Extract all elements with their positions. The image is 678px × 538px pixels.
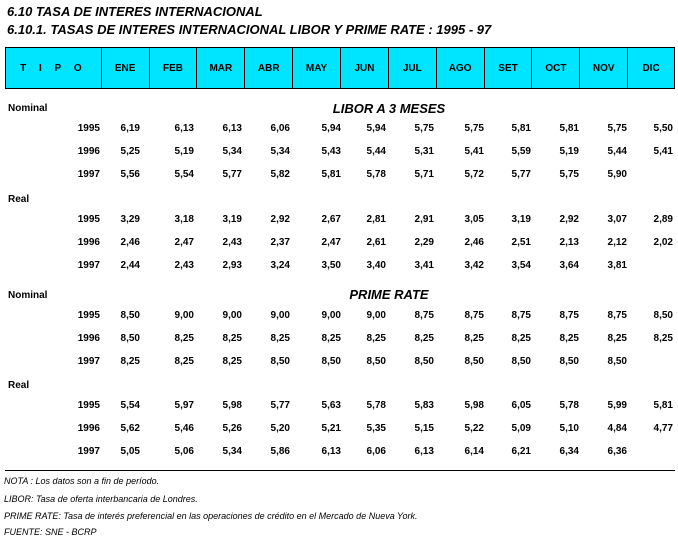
value-cell: 8,25	[464, 333, 484, 344]
row-year: 1996	[77, 333, 100, 344]
value-cell: 6,06	[270, 123, 290, 134]
value-cell: 9,00	[174, 310, 194, 321]
header-month: MAY	[293, 48, 341, 88]
value-cell: 4,77	[653, 423, 673, 434]
header-month: AGO	[437, 48, 485, 88]
value-cell: 9,00	[222, 310, 242, 321]
table-row	[0, 237, 678, 251]
value-cell: 5,86	[270, 446, 290, 457]
group-label: Nominal	[8, 290, 48, 301]
value-cell: 5,81	[511, 123, 531, 134]
value-cell: 5,54	[174, 169, 194, 180]
value-cell: 2,61	[366, 237, 386, 248]
value-cell: 8,50	[607, 356, 627, 367]
value-cell: 5,94	[366, 123, 386, 134]
group-label: Real	[8, 380, 30, 391]
value-cell: 3,42	[464, 260, 484, 271]
value-cell: 8,50	[511, 356, 531, 367]
row-year: 1997	[77, 446, 100, 457]
value-cell: 5,77	[222, 169, 242, 180]
value-cell: 5,81	[653, 400, 673, 411]
note-nota: NOTA : Los datos son a fin de período.	[4, 476, 160, 486]
value-cell: 8,50	[120, 310, 140, 321]
value-cell: 5,75	[464, 123, 484, 134]
value-cell: 2,47	[174, 237, 194, 248]
value-cell: 5,10	[559, 423, 579, 434]
table-row	[0, 310, 678, 324]
value-cell: 3,40	[366, 260, 386, 271]
value-cell: 2,37	[270, 237, 290, 248]
note-libor: LIBOR: Tasa de oferta interbancaria de Londres.	[4, 494, 198, 504]
table-title: 6.10 TASA DE INTERES INTERNACIONAL	[7, 4, 263, 19]
value-cell: 2,13	[559, 237, 579, 248]
value-cell: 5,31	[414, 146, 434, 157]
row-year: 1996	[77, 237, 100, 248]
table-row	[0, 214, 678, 228]
header-month: SET	[485, 48, 533, 88]
value-cell: 3,41	[414, 260, 434, 271]
value-cell: 8,25	[559, 333, 579, 344]
value-cell: 5,20	[270, 423, 290, 434]
value-cell: 2,67	[321, 214, 341, 225]
header-month: ENE	[102, 48, 150, 88]
table-row	[0, 169, 678, 183]
value-cell: 2,81	[366, 214, 386, 225]
value-cell: 5,26	[222, 423, 242, 434]
value-cell: 8,50	[120, 333, 140, 344]
value-cell: 8,25	[321, 333, 341, 344]
table-row	[0, 400, 678, 414]
value-cell: 5,41	[653, 146, 673, 157]
value-cell: 8,25	[270, 333, 290, 344]
value-cell: 3,54	[511, 260, 531, 271]
value-cell: 5,34	[222, 446, 242, 457]
row-year: 1997	[77, 260, 100, 271]
header-month: JUL	[389, 48, 437, 88]
note-fuente: FUENTE: SNE - BCRP	[4, 527, 97, 537]
value-cell: 5,41	[464, 146, 484, 157]
value-cell: 6,13	[321, 446, 341, 457]
value-cell: 8,75	[607, 310, 627, 321]
value-cell: 6,13	[174, 123, 194, 134]
value-cell: 2,91	[414, 214, 434, 225]
header-tipo: T I P O	[6, 48, 102, 88]
value-cell: 3,64	[559, 260, 579, 271]
value-cell: 5,44	[366, 146, 386, 157]
value-cell: 2,29	[414, 237, 434, 248]
value-cell: 6,34	[559, 446, 579, 457]
table-row	[0, 333, 678, 347]
value-cell: 5,54	[120, 400, 140, 411]
value-cell: 3,29	[120, 214, 140, 225]
value-cell: 9,00	[270, 310, 290, 321]
value-cell: 8,50	[653, 310, 673, 321]
value-cell: 8,25	[222, 356, 242, 367]
value-cell: 5,21	[321, 423, 341, 434]
value-cell: 8,25	[174, 333, 194, 344]
header-month: ABR	[245, 48, 293, 88]
value-cell: 8,75	[511, 310, 531, 321]
value-cell: 5,81	[321, 169, 341, 180]
value-cell: 6,06	[366, 446, 386, 457]
table-row	[0, 260, 678, 274]
value-cell: 8,50	[414, 356, 434, 367]
value-cell: 2,92	[270, 214, 290, 225]
value-cell: 5,34	[270, 146, 290, 157]
value-cell: 2,89	[653, 214, 673, 225]
table-row	[0, 356, 678, 370]
value-cell: 5,77	[511, 169, 531, 180]
value-cell: 5,75	[559, 169, 579, 180]
value-cell: 5,82	[270, 169, 290, 180]
column-header-row	[5, 47, 675, 89]
value-cell: 5,90	[607, 169, 627, 180]
value-cell: 5,06	[174, 446, 194, 457]
value-cell: 5,78	[366, 169, 386, 180]
value-cell: 5,25	[120, 146, 140, 157]
value-cell: 4,84	[607, 423, 627, 434]
value-cell: 5,22	[464, 423, 484, 434]
value-cell: 8,25	[414, 333, 434, 344]
value-cell: 8,50	[464, 356, 484, 367]
header-month: OCT	[532, 48, 580, 88]
value-cell: 5,78	[366, 400, 386, 411]
header-month: MAR	[197, 48, 245, 88]
value-cell: 3,24	[270, 260, 290, 271]
value-cell: 6,05	[511, 400, 531, 411]
value-cell: 5,98	[222, 400, 242, 411]
value-cell: 5,83	[414, 400, 434, 411]
value-cell: 5,44	[607, 146, 627, 157]
header-month: FEB	[150, 48, 198, 88]
value-cell: 8,25	[174, 356, 194, 367]
value-cell: 8,75	[559, 310, 579, 321]
row-year: 1996	[77, 146, 100, 157]
table-row	[0, 446, 678, 460]
value-cell: 8,25	[511, 333, 531, 344]
value-cell: 2,46	[120, 237, 140, 248]
value-cell: 5,05	[120, 446, 140, 457]
value-cell: 8,50	[366, 356, 386, 367]
value-cell: 8,25	[366, 333, 386, 344]
value-cell: 8,50	[270, 356, 290, 367]
value-cell: 5,19	[559, 146, 579, 157]
value-cell: 8,75	[414, 310, 434, 321]
value-cell: 8,25	[222, 333, 242, 344]
value-cell: 5,72	[464, 169, 484, 180]
header-month: NOV	[580, 48, 628, 88]
value-cell: 5,75	[607, 123, 627, 134]
header-month: DIC	[642, 62, 660, 74]
value-cell: 5,97	[174, 400, 194, 411]
value-cell: 8,25	[653, 333, 673, 344]
value-cell: 5,35	[366, 423, 386, 434]
value-cell: 5,43	[321, 146, 341, 157]
value-cell: 5,98	[464, 400, 484, 411]
row-year: 1995	[77, 214, 100, 225]
value-cell: 2,47	[321, 237, 341, 248]
value-cell: 6,36	[607, 446, 627, 457]
table-subtitle: 6.10.1. TASAS DE INTERES INTERNACIONAL LIBOR Y PRIME RATE : 1995 - 97	[7, 22, 492, 37]
value-cell: 5,59	[511, 146, 531, 157]
value-cell: 5,19	[174, 146, 194, 157]
table-row	[0, 123, 678, 137]
value-cell: 2,92	[559, 214, 579, 225]
table-row	[0, 146, 678, 160]
value-cell: 3,07	[607, 214, 627, 225]
value-cell: 5,75	[414, 123, 434, 134]
value-cell: 8,50	[559, 356, 579, 367]
value-cell: 2,93	[222, 260, 242, 271]
row-year: 1997	[77, 356, 100, 367]
value-cell: 3,81	[607, 260, 627, 271]
group-label: Real	[8, 194, 30, 205]
value-cell: 5,46	[174, 423, 194, 434]
section-title: PRIME RATE	[349, 287, 429, 302]
value-cell: 5,09	[511, 423, 531, 434]
group-label: Nominal	[8, 103, 48, 114]
value-cell: 8,25	[607, 333, 627, 344]
value-cell: 5,77	[270, 400, 290, 411]
value-cell: 5,81	[559, 123, 579, 134]
value-cell: 5,15	[414, 423, 434, 434]
value-cell: 8,25	[120, 356, 140, 367]
value-cell: 9,00	[321, 310, 341, 321]
value-cell: 6,21	[511, 446, 531, 457]
value-cell: 8,50	[321, 356, 341, 367]
value-cell: 5,62	[120, 423, 140, 434]
header-month: JUN	[341, 48, 389, 88]
value-cell: 5,94	[321, 123, 341, 134]
value-cell: 6,13	[414, 446, 434, 457]
value-cell: 9,00	[366, 310, 386, 321]
value-cell: 2,44	[120, 260, 140, 271]
value-cell: 3,05	[464, 214, 484, 225]
value-cell: 3,19	[511, 214, 531, 225]
value-cell: 6,19	[120, 123, 140, 134]
value-cell: 5,71	[414, 169, 434, 180]
value-cell: 5,99	[607, 400, 627, 411]
row-year: 1995	[77, 310, 100, 321]
value-cell: 2,02	[653, 237, 673, 248]
value-cell: 2,51	[511, 237, 531, 248]
section-title: LIBOR A 3 MESES	[332, 101, 446, 116]
value-cell: 3,19	[222, 214, 242, 225]
row-year: 1996	[77, 423, 100, 434]
row-year: 1997	[77, 169, 100, 180]
note-prime-rate: PRIME RATE: Tasa de interés preferencial en las operaciones de crédito en el Mercado de Nueva York.	[4, 511, 418, 521]
row-year: 1995	[77, 400, 100, 411]
value-cell: 2,43	[174, 260, 194, 271]
value-cell: 5,78	[559, 400, 579, 411]
value-cell: 5,56	[120, 169, 140, 180]
value-cell: 2,43	[222, 237, 242, 248]
value-cell: 3,50	[321, 260, 341, 271]
value-cell: 5,50	[653, 123, 673, 134]
value-cell: 6,14	[464, 446, 484, 457]
row-year: 1995	[77, 123, 100, 134]
value-cell: 5,34	[222, 146, 242, 157]
value-cell: 8,75	[464, 310, 484, 321]
value-cell: 2,46	[464, 237, 484, 248]
table-row	[0, 423, 678, 437]
value-cell: 5,63	[321, 400, 341, 411]
table-bottom-rule	[5, 470, 675, 471]
value-cell: 6,13	[222, 123, 242, 134]
value-cell: 2,12	[607, 237, 627, 248]
value-cell: 3,18	[174, 214, 194, 225]
